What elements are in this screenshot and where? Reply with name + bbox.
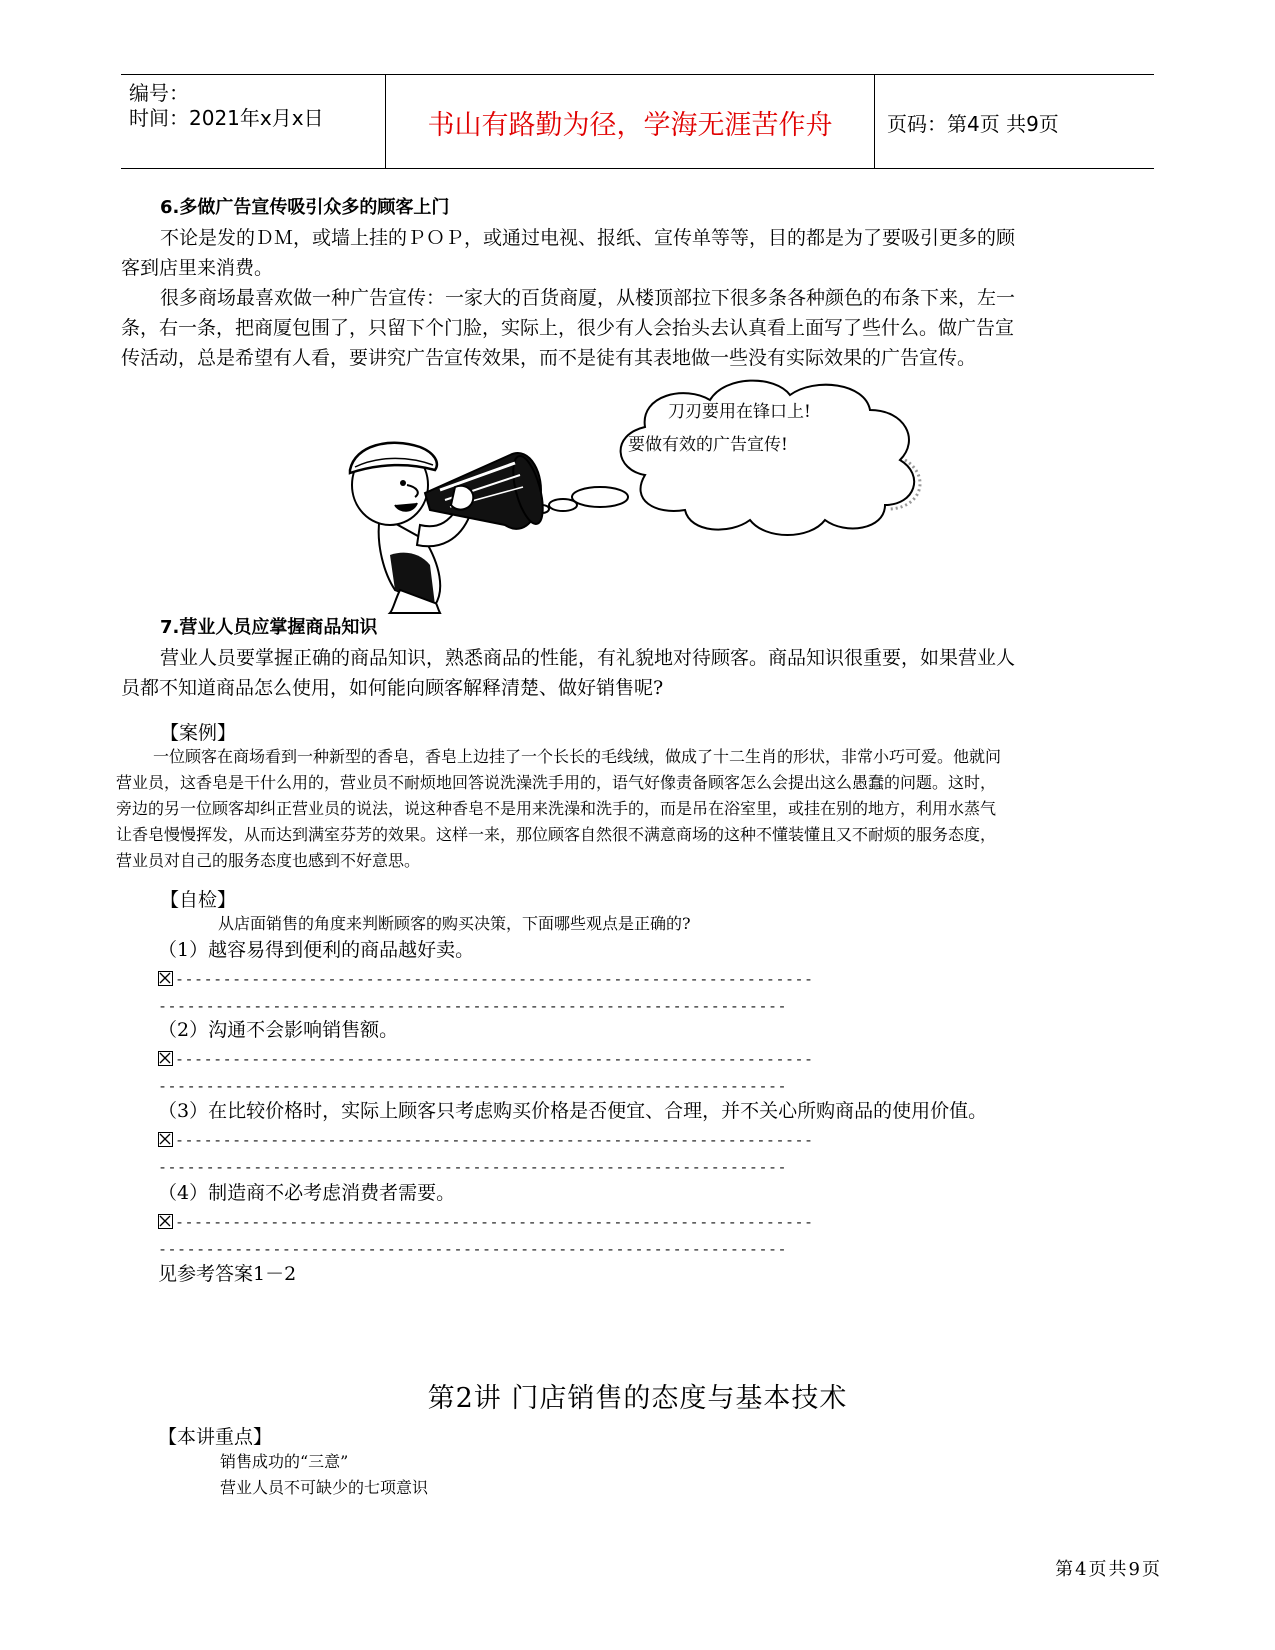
case-line3: 旁边的另一位顾客却纠正营业员的说法，说这种香皂不是用来洗澡和洗手的，而是吊在浴室里，或挂在别的地方，利用水蒸气 xyxy=(116,799,997,818)
section6-paragraph2-line2: 条，右一条，把商厦包围了，只留下个门脸，实际上，很少有人会抬头去认真看上面写了些什么。做广告宣 xyxy=(121,317,1015,339)
selfcheck-question: 从店面销售的角度来判断顾客的购买决策，下面哪些观点是正确的? xyxy=(218,914,691,933)
case-line5: 营业员对自己的服务态度也感到不好意思。 xyxy=(116,851,421,870)
megaphone-cartoon-illustration xyxy=(345,375,955,615)
footer-page-number: 第4页共9页 xyxy=(1055,1559,1162,1580)
selfcheck-answer4-line2[interactable]: ------------------------------------------------------------------ xyxy=(158,1240,788,1258)
case-label: 【案例】 xyxy=(160,722,237,744)
selfcheck-answer3-line2[interactable]: ------------------------------------------------------------------ xyxy=(158,1158,788,1176)
keypoints-label: 【本讲重点】 xyxy=(158,1426,273,1448)
section7-title: 7.营业人员应掌握商品知识 xyxy=(160,617,378,638)
section6-paragraph1-line2: 客到店里来消费。 xyxy=(121,257,274,279)
answer4-checkbox[interactable] xyxy=(158,1214,173,1229)
selfcheck-answer4-line1[interactable]: ------------------------------------------------------------------- xyxy=(158,1213,814,1231)
header-motto: 书山有路勤为径，学海无涯苦作舟 xyxy=(427,110,833,141)
section7-paragraph1-line1: 营业人员要掌握正确的商品知识，熟悉商品的性能，有礼貌地对待顾客。商品知识很重要，如果营业人 xyxy=(160,647,1016,669)
section6-paragraph2-line3: 传活动，总是希望有人看，要讲究广告宣传效果，而不是徒有其表地做一些没有实际效果的广告宣传。 xyxy=(121,347,977,369)
selfcheck-answer-reference: 见参考答案1－2 xyxy=(158,1263,297,1285)
header-table xyxy=(121,74,1154,169)
selfcheck-answer2-line2[interactable]: ------------------------------------------------------------------ xyxy=(158,1077,788,1095)
selfcheck-answer2-line1[interactable]: ------------------------------------------------------------------- xyxy=(158,1050,814,1068)
selfcheck-label: 【自检】 xyxy=(160,889,237,911)
document-time-label: 时间：2021年x月x日 xyxy=(129,106,324,130)
keypoint-item1: 销售成功的“三意” xyxy=(220,1452,349,1471)
bubble-line1: 刀刃要用在锋口上! xyxy=(668,402,811,422)
selfcheck-item1: （1）越容易得到便利的商品越好卖。 xyxy=(158,939,475,961)
selfcheck-item2: （2）沟通不会影响销售额。 xyxy=(158,1019,399,1041)
section6-paragraph2-line1: 很多商场最喜欢做一种广告宣传：一家大的百货商厦，从楼顶部拉下很多条各种颜色的布条下来，左一 xyxy=(160,287,1016,309)
case-line4: 让香皂慢慢挥发，从而达到满室芬芳的效果。这样一来，那位顾客自然很不满意商场的这种不懂装懂且又不耐烦的服务态度， xyxy=(116,825,997,844)
selfcheck-answer3-line1[interactable]: ------------------------------------------------------------------- xyxy=(158,1131,814,1149)
section6-paragraph1-line1: 不论是发的ＤＭ，或墙上挂的ＰＯＰ，或通过电视、报纸、宣传单等等，目的都是为了要吸引更多的顾 xyxy=(160,227,1016,249)
header-page-label: 页码：第4页 共9页 xyxy=(887,112,1059,136)
section7-paragraph1-line2: 员都不知道商品怎么使用，如何能向顾客解释清楚、做好销售呢? xyxy=(121,677,664,699)
case-line1: 一位顾客在商场看到一种新型的香皂，香皂上边挂了一个长长的毛线绒，做成了十二生肖的形状，非常小巧可爱。他就问 xyxy=(153,747,1002,766)
answer1-checkbox[interactable] xyxy=(158,971,173,986)
selfcheck-answer1-line1[interactable]: ------------------------------------------------------------------- xyxy=(158,970,814,988)
header-right-cell xyxy=(875,75,1154,168)
selfcheck-answer1-line2[interactable]: ------------------------------------------------------------------ xyxy=(158,997,788,1015)
keypoint-item2: 营业人员不可缺少的七项意识 xyxy=(220,1478,429,1497)
bubble-line2: 要做有效的广告宣传! xyxy=(628,435,788,455)
selfcheck-item3: （3）在比较价格时，实际上顾客只考虑购买价格是否便宜、合理，并不关心所购商品的使用价值。 xyxy=(158,1100,988,1122)
header-center-cell xyxy=(386,75,875,168)
answer3-checkbox[interactable] xyxy=(158,1132,173,1147)
header-left-cell xyxy=(121,75,386,168)
section6-title: 6.多做广告宣传吸引众多的顾客上门 xyxy=(160,197,450,218)
lecture-title: 第2讲 门店销售的态度与基本技术 xyxy=(427,1383,848,1414)
selfcheck-item4: （4）制造商不必考虑消费者需要。 xyxy=(158,1182,456,1204)
document-number-label: 编号： xyxy=(129,81,189,105)
answer2-checkbox[interactable] xyxy=(158,1051,173,1066)
case-line2: 营业员，这香皂是干什么用的，营业员不耐烦地回答说洗澡洗手用的，语气好像责备顾客怎么会提出这么愚蠢的问题。这时， xyxy=(116,773,997,792)
